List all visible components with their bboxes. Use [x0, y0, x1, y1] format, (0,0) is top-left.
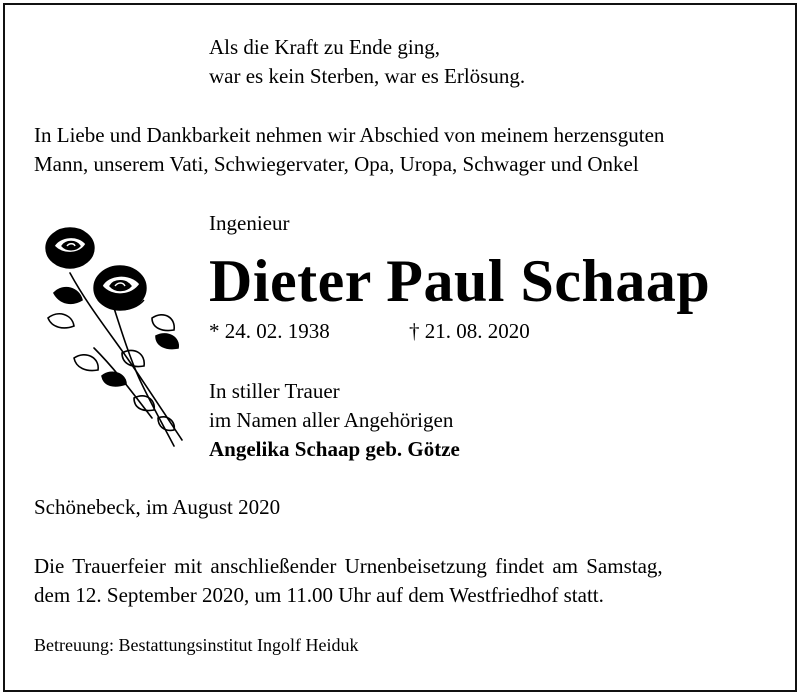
funeral-line-1: Die Trauerfeier mit anschließender Urnenbeisetzung findet am Samstag,: [34, 554, 663, 578]
mourners-signer: Angelika Schaap geb. Götze: [209, 437, 460, 461]
mourners-line-1: In stiller Trauer: [209, 379, 340, 403]
care-note: Betreuung: Bestattungsinstitut Ingolf Heiduk: [34, 635, 359, 655]
motto-line-2: war es kein Sterben, war es Erlösung.: [209, 64, 526, 88]
deceased-title: Ingenieur: [209, 211, 290, 235]
intro-line-1: In Liebe und Dankbarkeit nehmen wir Abschied von meinem herzensguten: [34, 123, 665, 147]
mourners-line-2: im Namen aller Angehörigen: [209, 408, 454, 432]
death-date: † 21. 08. 2020: [409, 319, 530, 343]
funeral-line-2: dem 12. September 2020, um 11.00 Uhr auf dem Westfriedhof statt.: [34, 583, 604, 607]
deceased-name: Dieter Paul Schaap: [209, 248, 711, 314]
roses-illustration-icon: [34, 218, 189, 454]
intro-line-2: Mann, unserem Vati, Schwiegervater, Opa, Uropa, Schwager und Onkel: [34, 152, 639, 176]
place-date: Schönebeck, im August 2020: [34, 495, 281, 519]
motto-line-1: Als die Kraft zu Ende ging,: [209, 35, 440, 59]
birth-date: * 24. 02. 1938: [209, 319, 330, 343]
